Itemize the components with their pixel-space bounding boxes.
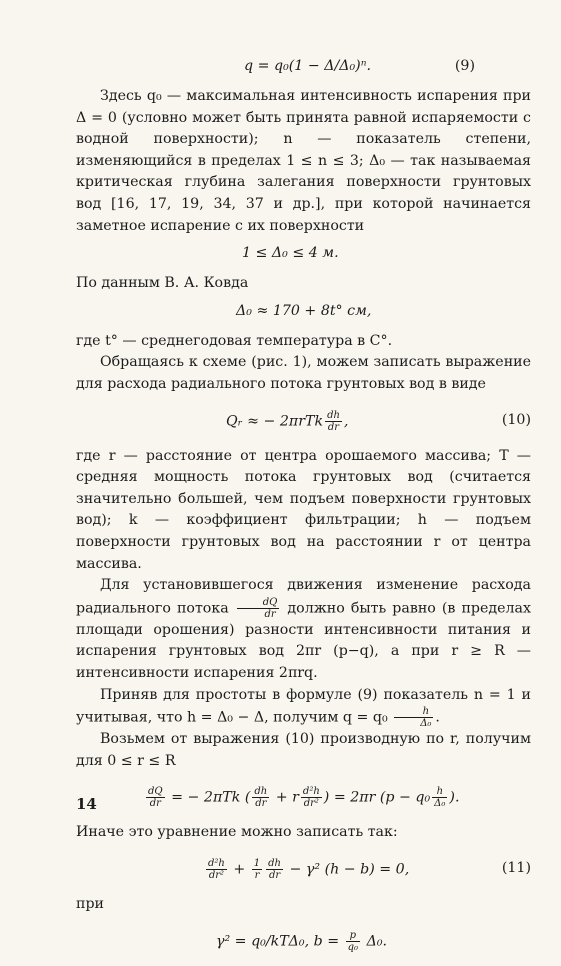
fraction-p-q0 [346,930,360,953]
equation-gamma-tail: Δ₀. [362,933,388,950]
fraction-denominator: dr² [208,870,225,882]
page-number: 14 [76,795,97,813]
fraction-numerator: dh [327,409,340,421]
paragraph-rewrite: Иначе это уравнение можно записать так: [76,824,398,841]
fraction-denominator: dr [264,608,276,620]
paragraph-steady-flow [76,575,531,684]
paragraph-radial-flow: Обращаясь к схеме (рис. 1), можем записать выражение для расхода радиального потока грунтовых вод в виде [76,354,531,392]
equation-derivative [76,778,531,818]
fraction-denominator: q₀ [347,941,359,953]
equation-11-number: (11) [501,860,531,877]
equation-9 [76,56,531,82]
equation-11 [76,850,531,890]
paragraph-simplification [76,685,531,730]
fraction-denominator: dr [268,870,281,882]
equation-gamma-lhs: γ² = q₀/kTΔ₀, b = [216,933,344,950]
page-body [76,50,531,966]
fraction-1-r [252,858,262,881]
equation-derivative-part: + r [271,789,299,806]
equation-11-part: + [228,861,250,878]
fraction-dh-dr [252,786,269,809]
paragraph-steady-flow-end: должно быть равно (в пределах площади орошения) разности интенсивности питания и испарения грунтовых вод 2πr (p−q), а при r ≥ R — интенсивности испарения 2πrq. [76,600,531,681]
fraction-denominator: dr² [303,798,319,810]
fraction-dq-dr [237,597,280,620]
fraction-numerator: h [432,786,447,798]
fraction-numerator: dQ [237,597,280,609]
equation-11-part: − γ² (h − b) = 0, [285,861,410,878]
fraction-numerator: 1 [253,858,261,870]
paragraph-simplification-end: . [435,709,440,726]
equation-gamma [76,922,531,962]
fraction-dh-dr [266,858,283,881]
fraction-numerator: d²h [208,858,225,870]
fraction-numerator: h [394,706,433,718]
paragraph-variables: где r — расстояние от центра орошаемого массива; T — средняя мощность потока грунтовых вод (считается значительно большей, чем подъем поверхности грунтовых вод); k — коэффициент фильтрации; h — подъем поверхности грунтовых вод на расстоянии r от центра массива. [76,447,531,572]
equation-derivative-tail: ). [449,789,460,806]
equation-derivative-body [144,786,459,809]
equation-10-tail: , [343,413,349,430]
equation-11-body [204,858,409,881]
fraction-numerator: dh [268,858,281,870]
inequality-critical-depth-body: 1 ≤ Δ₀ ≤ 4 м. [242,245,339,262]
fraction-denominator: r [254,870,260,882]
fraction-d2h-dr2 [301,786,322,809]
equation-10 [76,402,531,442]
equation-kovda [76,301,531,327]
paragraph-temperature: где t° — среднегодовая температура в C°. [76,332,393,349]
fraction-denominator: Δ₀ [434,798,446,810]
equation-10-number: (10) [501,411,531,428]
equation-9-number: (9) [454,58,475,74]
fraction-numerator: dQ [148,786,163,798]
fraction-denominator: dr [327,421,340,433]
equation-kovda-body: Δ₀ ≈ 170 + 8t° см, [236,302,372,319]
fraction-denominator: dr [255,798,267,810]
fraction-numerator: dh [254,786,268,798]
fraction-denominator: dr [149,798,161,810]
fraction-h-delta0 [394,706,433,729]
paragraph-simplification-start: Приняв для простоты в формуле (9) показатель n = 1 и учитывая, что h = Δ₀ − Δ, получим q = q₀ [76,686,531,726]
fraction-dh-dr [325,410,342,433]
paragraph-kovda: По данным В. А. Ковда [76,275,249,292]
equation-derivative-part: = − 2πTk ( [166,789,251,806]
fraction-d2h-dr2 [206,858,227,881]
equation-10-lhs: Qᵣ ≈ − 2πrTk [226,413,324,430]
fraction-numerator: d²h [302,786,320,798]
equation-derivative-part: ) = 2πr (p − q₀ [323,789,431,806]
fraction-h-delta0 [432,786,447,809]
paragraph-where: при [76,896,104,913]
paragraph-derivative: Возьмем от выражения (10) производную по r, получим для 0 ≤ r ≤ R [76,731,531,769]
paragraph-definitions: Здесь q₀ — максимальная интенсивность испарения при Δ = 0 (условно может быть принята равной испаряемости с водной поверхности); n — показатель степени, изменяющийся в пределах 1 ≤ n ≤ 3; Δ₀ — так называемая критическая глубина залегания поверхности грунтовых вод [16, 17, 19, 34, 37 и др.], при которой начинается заметное испарение с их поверхности [76,88,531,234]
fraction-numerator: p [346,930,360,942]
paragraph-steady-flow-start: Для установившегося движения изменение расхода радиального потока [76,577,531,617]
fraction-denominator: Δ₀ [420,718,432,730]
fraction-dq-dr [146,786,165,809]
equation-9-body: q = q₀(1 − Δ/Δ₀)ⁿ. [244,58,371,74]
equation-gamma-body [216,930,387,953]
equation-10-body [226,410,348,433]
inequality-critical-depth [76,243,531,269]
